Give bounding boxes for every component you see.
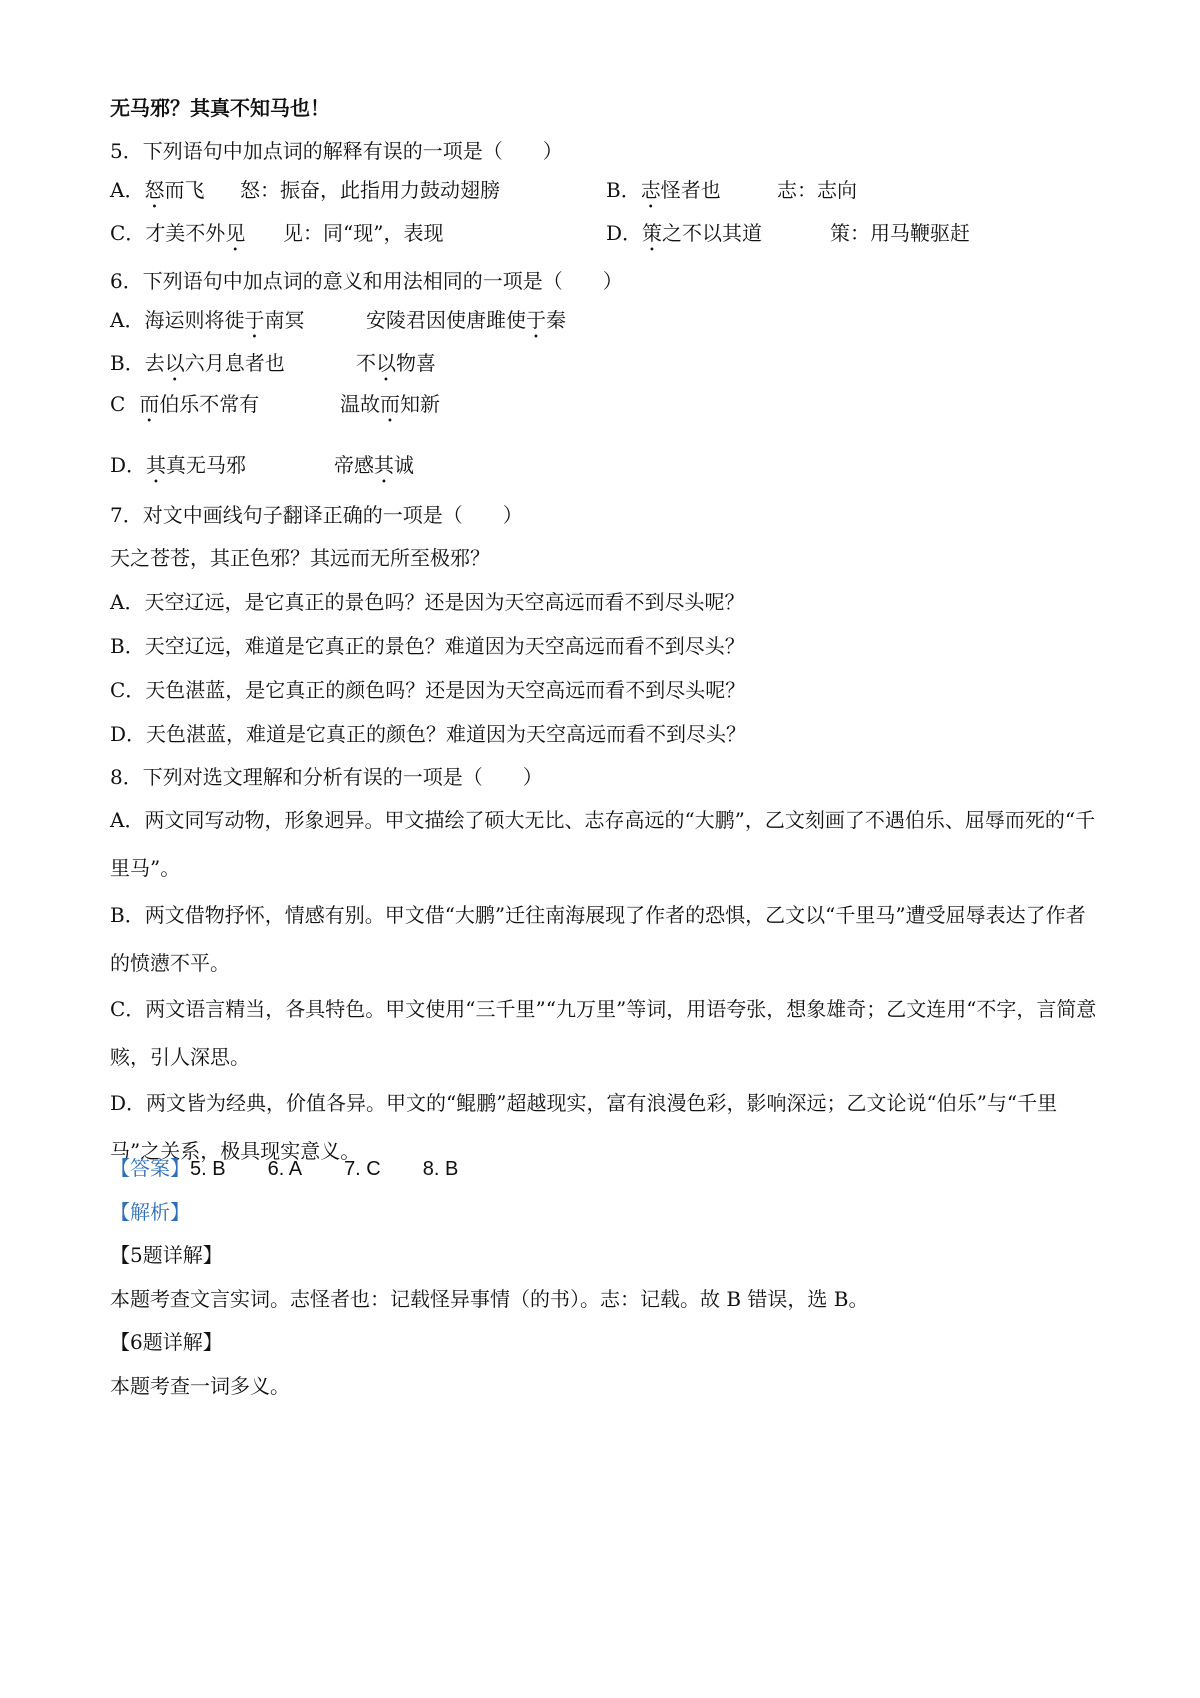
q5-option-c: C．才美不外见: [110, 221, 246, 245]
q6-option-a-second: 安陵君因使唐雎使于秦: [366, 308, 566, 332]
q5-stem: 5．下列语句中加点词的解释有误的一项是（ ）: [110, 139, 563, 163]
q7-sentence: 天之苍苍，其正色邪？其远而无所至极邪？: [110, 546, 490, 570]
q6-option-c-second: 温故而知新: [340, 392, 440, 416]
q5-a-gloss: 怒：振奋，此指用力鼓动翅膀: [240, 178, 500, 202]
q6-c1-dotted-word: 而: [139, 392, 160, 416]
q6-a1-dotted-word: 于: [244, 308, 265, 332]
q6-a2-dotted-word: 于: [526, 308, 546, 332]
q5-c-dotted-word: 见: [225, 221, 246, 245]
q7-option-b: B．天空辽远，难道是它真正的景色？难道因为天空高远而看不到尽头？: [110, 634, 745, 658]
q6-a-label: A．: [110, 308, 145, 332]
q6-d2-dotted-word: 其: [374, 453, 394, 477]
q5-c-label: C．: [110, 221, 146, 245]
answer-tag: 【答案】: [110, 1156, 190, 1180]
q5-detail-heading: 【5题详解】: [110, 1243, 223, 1267]
q6-stem: 6．下列语句中加点词的意义和用法相同的一项是（ ）: [110, 269, 623, 293]
answer-5: 5. B: [190, 1158, 226, 1180]
q5-b-gloss: 志：志向: [777, 178, 857, 202]
q8-option-b: B．两文借物抒怀，情感有别。甲文借“大鹏”迁往南海展现了作者的恐惧，乙文以“千里马”遭受屈辱表达了作者的愤懑不平。: [110, 903, 1086, 975]
analysis-tag: 【解析】: [110, 1200, 190, 1224]
q8-stem: 8．下列对选文理解和分析有误的一项是（ ）: [110, 765, 543, 789]
q6-c-label: C: [110, 392, 126, 416]
q6-option-b-second: 不以物喜: [356, 351, 436, 375]
intro-line: 无马邪？其真不知马也！: [110, 96, 330, 120]
q6-d1-dotted-word: 其: [146, 453, 167, 477]
q6-d-label: D．: [110, 453, 147, 477]
q6-c2-dotted-word: 而: [380, 392, 400, 416]
q5-option-d: D．策之不以其道: [606, 221, 763, 245]
q6-option-d-second: 帝感其诚: [334, 453, 414, 477]
q5-option-a: A．怒而飞: [110, 178, 205, 202]
q7-option-d: D．天色湛蓝，难道是它真正的颜色？难道因为天空高远而看不到尽头？: [110, 722, 747, 746]
q6-option-a-first: A．海运则将徙于南冥: [110, 308, 305, 332]
q8-option-a: A．两文同写动物，形象迥异。甲文描绘了硕大无比、志存高远的“大鹏”，乙文刻画了不遇伯乐、屈辱而死的“千里马”。: [110, 808, 1096, 880]
q6-detail-text: 本题考查一词多义。: [110, 1374, 290, 1398]
q6-b-label: B．: [110, 351, 145, 375]
q5-a-dotted-word: 怒: [144, 178, 165, 202]
answer-7: 7. C: [344, 1158, 381, 1180]
q6-option-d-first: D．其真无马邪: [110, 453, 247, 477]
q7-option-a: A．天空辽远，是它真正的景色吗？还是因为天空高远而看不到尽头呢？: [110, 590, 745, 614]
q6-detail-heading: 【6题详解】: [110, 1330, 223, 1354]
q6-b2-dotted-word: 以: [376, 351, 396, 375]
q5-a-label: A．: [110, 178, 145, 202]
q5-d-gloss: 策：用马鞭驱赶: [830, 221, 970, 245]
q5-d-label: D．: [606, 221, 643, 245]
answer-6: 6. A: [267, 1158, 303, 1180]
q5-d-dotted-word: 策: [642, 221, 663, 245]
q8-option-d: D．两文皆为经典，价值各异。甲文的“鲲鹏”超越现实，富有浪漫色彩，影响深远；乙文论说“伯乐”与“千里马”之关系，极具现实意义。: [110, 1091, 1058, 1163]
answer-8: 8. B: [422, 1158, 459, 1180]
q8-option-c: C．两文语言精当，各具特色。甲文使用“三千里”“九万里”等词，用语夸张，想象雄奇；乙文连用“不字，言简意赅，引人深思。: [110, 997, 1097, 1069]
q5-b-dotted-word: 志: [640, 178, 661, 202]
q5-c-gloss: 见：同“现”，表现: [283, 221, 444, 245]
q7-stem: 7．对文中画线句子翻译正确的一项是（ ）: [110, 503, 523, 527]
q6-option-b-first: B．去以六月息者也: [110, 351, 285, 375]
q6-option-c-first: C 而伯乐不常有: [110, 392, 260, 416]
q5-b-label: B．: [606, 178, 641, 202]
q5-option-b: B．志怪者也: [606, 178, 721, 202]
answer-line: [110, 1154, 458, 1183]
q5-detail-text: 本题考查文言实词。志怪者也：记载怪异事情（的书）。志：记载。故 B 错误，选 B。: [110, 1287, 869, 1311]
q7-option-c: C．天色湛蓝，是它真正的颜色吗？还是因为天空高远而看不到尽头呢？: [110, 678, 746, 702]
q6-b1-dotted-word: 以: [164, 351, 185, 375]
